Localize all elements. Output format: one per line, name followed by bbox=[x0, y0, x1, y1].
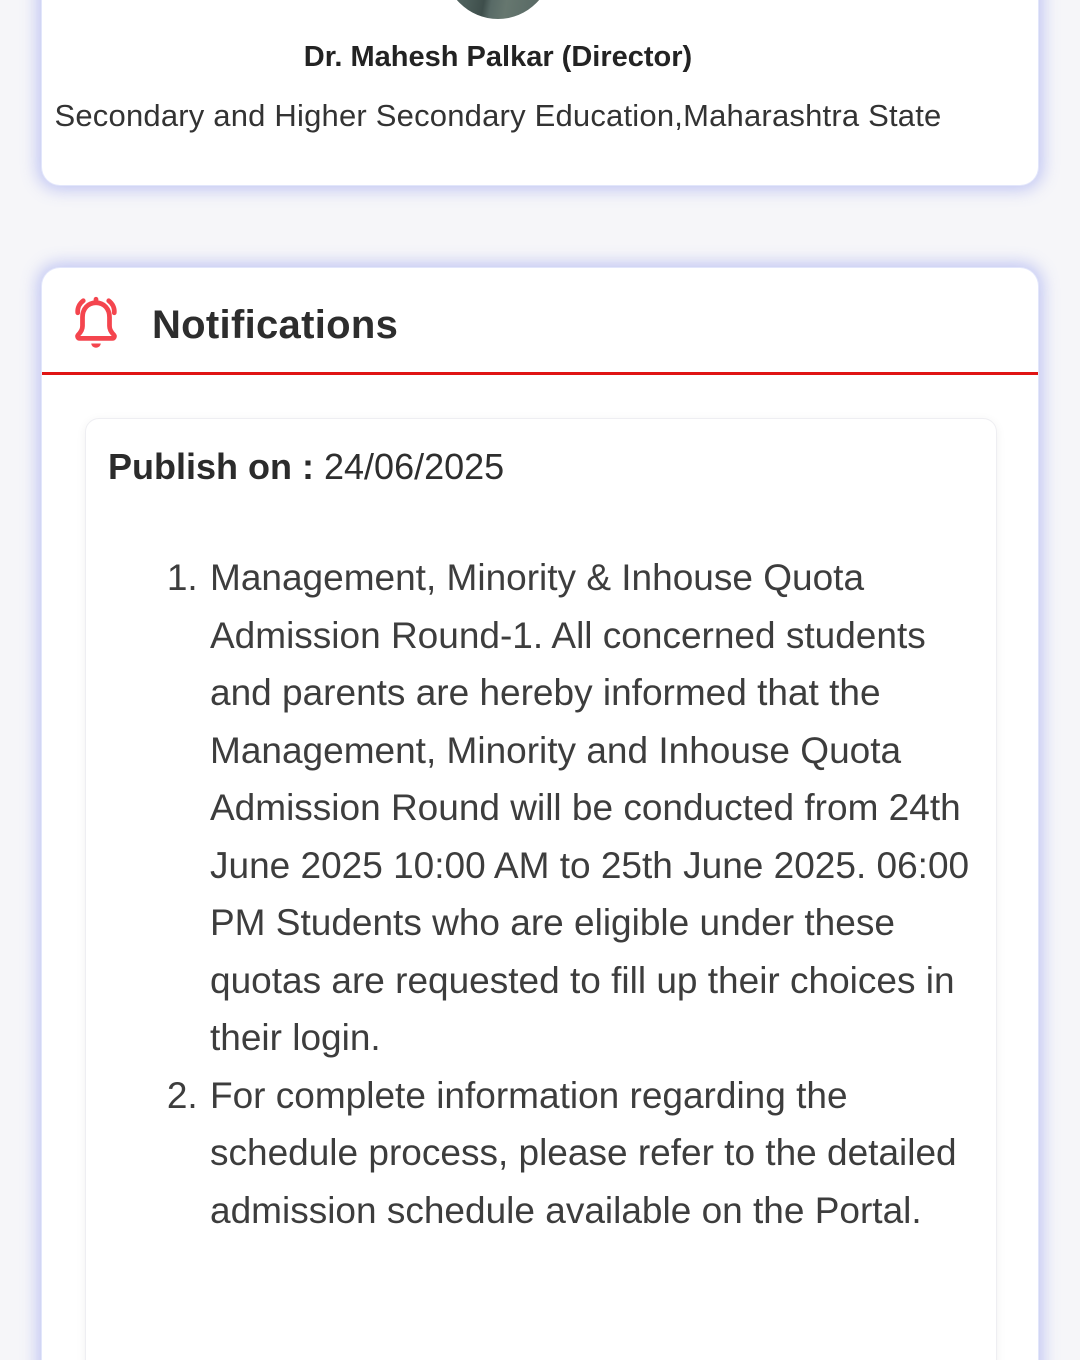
red-divider bbox=[42, 372, 1038, 375]
director-name: Dr. Mahesh Palkar (Director) bbox=[303, 41, 693, 73]
publish-row bbox=[108, 445, 972, 489]
publish-label: Publish on : bbox=[108, 446, 314, 487]
notice-item: 2. For complete information regarding the schedule process, please refer to the detailed admission schedule available on the Portal. bbox=[208, 1067, 972, 1240]
notice-list bbox=[108, 549, 972, 1239]
notice-item: 1. Management, Minority & Inhouse Quota Admission Round-1. All concerned students and parents are hereby informed that the Management, Minority and Inhouse Quota Admission Round will be conducted from 24th June 2025 10:00 AM to 25th June 2025. 06:00 PM Students who are eligible under these quotas are requested to fill up their choices in their login. bbox=[208, 549, 972, 1067]
director-subtitle: Secondary and Higher Secondary Education,Maharashtra State bbox=[54, 98, 942, 133]
notifications-header bbox=[42, 268, 1038, 356]
bell-ringing-icon bbox=[66, 294, 126, 356]
director-avatar bbox=[444, 0, 552, 19]
publish-date: 24/06/2025 bbox=[324, 446, 505, 487]
director-card bbox=[42, 0, 1038, 185]
director-card-content bbox=[42, 0, 954, 185]
notifications-title: Notifications bbox=[152, 302, 399, 347]
notifications-card bbox=[42, 268, 1038, 1360]
notice-card bbox=[85, 418, 997, 1360]
